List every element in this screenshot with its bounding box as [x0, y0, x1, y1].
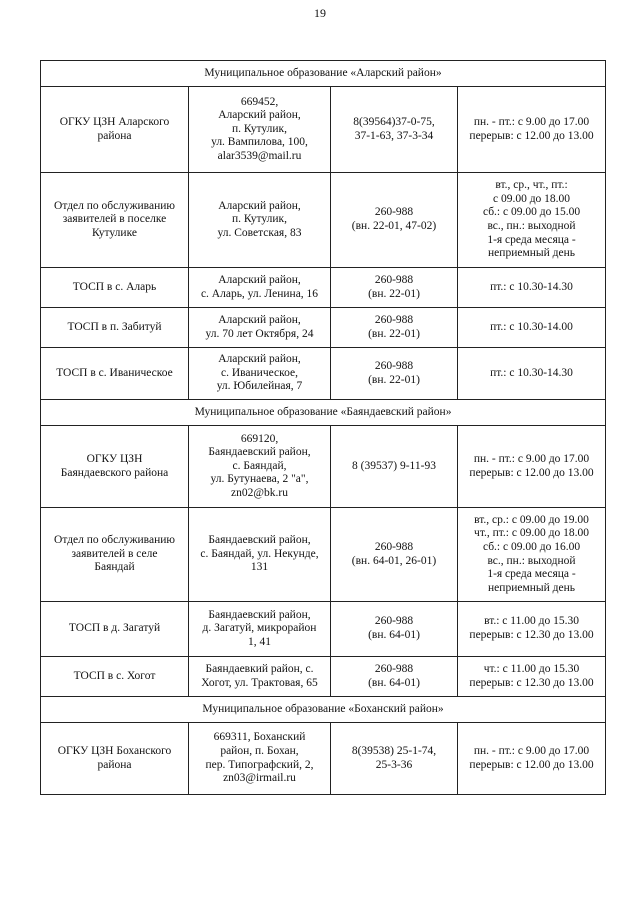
table-row — [41, 173, 606, 268]
hours-cell: пт.: с 10.30-14.30 — [458, 348, 606, 400]
section-header-row — [41, 61, 606, 87]
employment-centers-table — [40, 60, 606, 795]
phone-cell: 260-988 (вн. 22-01, 47-02) — [331, 173, 458, 268]
hours-cell: вт.: с 11.00 до 15.30 перерыв: с 12.30 до 13.00 — [458, 602, 606, 657]
hours-cell: вт., ср.: с 09.00 до 19.00 чт., пт.: с 09.00 до 18.00 сб.: с 09.00 до 16.00 вс., пн.: выходной 1-я среда месяца - неприемный день — [458, 508, 606, 602]
page-number: 19 — [314, 6, 326, 20]
phone-cell: 8 (39537) 9-11-93 — [331, 426, 458, 508]
table-row — [41, 87, 606, 173]
table-row — [41, 268, 606, 308]
table-row — [41, 426, 606, 508]
office-name-cell: Отдел по обслуживанию заявителей в селе Баяндай — [41, 508, 189, 602]
section-title: Муниципальное образование «Баяндаевский район» — [41, 400, 606, 426]
address-cell: 669120, Баяндаевский район, с. Баяндай, ул. Бутунаева, 2 "а", zn02@bk.ru — [189, 426, 331, 508]
address-cell: Аларский район, с. Аларь, ул. Ленина, 16 — [189, 268, 331, 308]
phone-cell: 260-988 (вн. 22-01) — [331, 348, 458, 400]
office-name-cell: ТОСП в д. Загатуй — [41, 602, 189, 657]
phone-cell: 260-988 (вн. 64-01) — [331, 657, 458, 697]
section-header-row — [41, 400, 606, 426]
hours-cell: пт.: с 10.30-14.30 — [458, 268, 606, 308]
address-cell: Аларский район, ул. 70 лет Октября, 24 — [189, 308, 331, 348]
address-cell: Баяндаевский район, с. Баяндай, ул. Некунде, 131 — [189, 508, 331, 602]
office-name-cell: ОГКУ ЦЗН Баяндаевского района — [41, 426, 189, 508]
address-cell: Баяндаевский район, д. Загатуй, микрорайон 1, 41 — [189, 602, 331, 657]
table-row — [41, 508, 606, 602]
phone-cell: 260-988 (вн. 22-01) — [331, 308, 458, 348]
address-cell: 669311, Боханский район, п. Бохан, пер. Типографский, 2, zn03@irmail.ru — [189, 723, 331, 795]
office-name-cell: Отдел по обслуживанию заявителей в поселке Кутулике — [41, 173, 189, 268]
phone-cell: 260-988 (вн. 22-01) — [331, 268, 458, 308]
phone-cell: 260-988 (вн. 64-01) — [331, 602, 458, 657]
table-row — [41, 657, 606, 697]
hours-cell: пт.: с 10.30-14.00 — [458, 308, 606, 348]
phone-cell: 260-988 (вн. 64-01, 26-01) — [331, 508, 458, 602]
office-name-cell: ТОСП в с. Иваническое — [41, 348, 189, 400]
office-name-cell: ОГКУ ЦЗН Аларского района — [41, 87, 189, 173]
hours-cell: вт., ср., чт., пт.: с 09.00 до 18.00 сб.: с 09.00 до 15.00 вс., пн.: выходной 1-я среда месяца - неприемный день — [458, 173, 606, 268]
table-row — [41, 602, 606, 657]
section-header-row — [41, 697, 606, 723]
office-name-cell: ОГКУ ЦЗН Боханского района — [41, 723, 189, 795]
hours-cell: пн. - пт.: с 9.00 до 17.00 перерыв: с 12.00 до 13.00 — [458, 723, 606, 795]
address-cell: Аларский район, п. Кутулик, ул. Советская, 83 — [189, 173, 331, 268]
hours-cell: чт.: с 11.00 до 15.30 перерыв: с 12.30 до 13.00 — [458, 657, 606, 697]
address-cell: Баяндаевкий район, с. Хогот, ул. Трактовая, 65 — [189, 657, 331, 697]
table-row — [41, 348, 606, 400]
phone-cell: 8(39538) 25-1-74, 25-3-36 — [331, 723, 458, 795]
section-title: Муниципальное образование «Боханский район» — [41, 697, 606, 723]
section-title: Муниципальное образование «Аларский район» — [41, 61, 606, 87]
phone-cell: 8(39564)37-0-75, 37-1-63, 37-3-34 — [331, 87, 458, 173]
office-name-cell: ТОСП в п. Забитуй — [41, 308, 189, 348]
address-cell: Аларский район, с. Иваническое, ул. Юбилейная, 7 — [189, 348, 331, 400]
hours-cell: пн. - пт.: с 9.00 до 17.00 перерыв: с 12.00 до 13.00 — [458, 87, 606, 173]
hours-cell: пн. - пт.: с 9.00 до 17.00 перерыв: с 12.00 до 13.00 — [458, 426, 606, 508]
table-row — [41, 308, 606, 348]
office-name-cell: ТОСП в с. Аларь — [41, 268, 189, 308]
table-row — [41, 723, 606, 795]
office-name-cell: ТОСП в с. Хогот — [41, 657, 189, 697]
address-cell: 669452, Аларский район, п. Кутулик, ул. Вампилова, 100, alar3539@mail.ru — [189, 87, 331, 173]
